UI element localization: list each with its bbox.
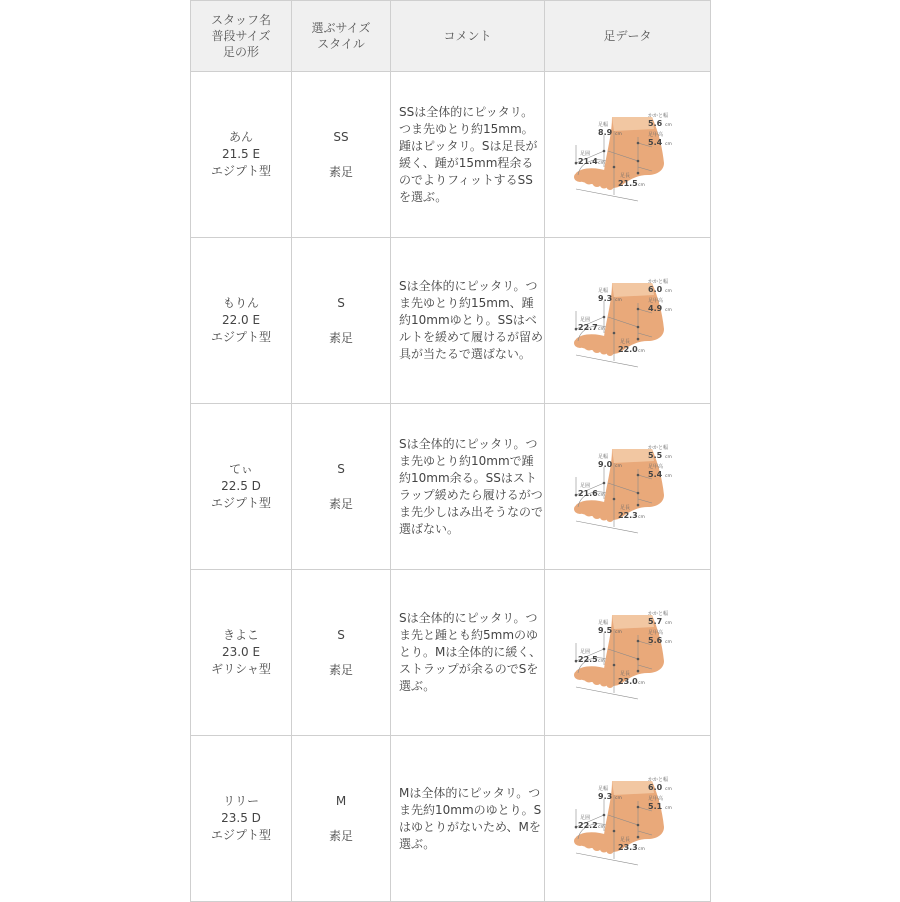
style: 素足	[328, 662, 353, 677]
header-staff-line3: 足の形	[222, 45, 259, 59]
foot-diagram	[568, 437, 688, 537]
foot-data-cell	[545, 404, 711, 570]
foot-data-cell	[545, 72, 711, 238]
foot-width-unit: cm	[614, 131, 622, 137]
comment-cell	[391, 736, 545, 902]
instep-value: 5.4	[647, 137, 662, 147]
foot-width-label: 足幅	[597, 619, 608, 626]
staff-size-table	[190, 0, 711, 902]
foot-diagram	[568, 105, 688, 205]
girth-value: 21.6	[577, 488, 598, 498]
length-value: 21.5	[617, 178, 638, 188]
foot-data-cell	[545, 736, 711, 902]
chosen-size: S	[337, 627, 345, 642]
girth-unit: cm	[597, 658, 605, 664]
foot-width-label: 足幅	[597, 453, 608, 460]
staff-name: もりん	[222, 296, 259, 310]
heel-width-label: かかと幅	[647, 776, 668, 783]
staff-foot-shape: エジプト型	[210, 496, 271, 510]
heel-width-unit: cm	[664, 288, 672, 294]
length-label: 足長	[619, 172, 630, 179]
table-row	[191, 72, 711, 238]
length-unit: cm	[637, 182, 645, 188]
size-cell	[292, 404, 391, 570]
foot-diagram	[568, 271, 688, 371]
chosen-size: M	[335, 793, 347, 808]
length-unit: cm	[637, 846, 645, 852]
staff-foot-shape: ギリシャ型	[211, 662, 271, 676]
size-cell	[292, 736, 391, 902]
heel-width-unit: cm	[664, 454, 672, 460]
heel-width-unit: cm	[664, 620, 672, 626]
foot-diagram	[568, 603, 688, 703]
staff-cell	[191, 72, 292, 238]
staff-usual-size: 21.5 E	[221, 147, 261, 161]
size-cell	[292, 72, 391, 238]
length-label: 足長	[619, 338, 630, 345]
header-size	[292, 1, 391, 72]
length-unit: cm	[637, 680, 645, 686]
staff-name: リリー	[222, 794, 259, 808]
heel-width-value: 6.0	[647, 284, 662, 294]
table-row	[191, 404, 711, 570]
girth-label: 足囲	[579, 814, 590, 821]
girth-unit: cm	[597, 492, 605, 498]
comment-cell	[391, 238, 545, 404]
girth-value: 22.7	[577, 322, 598, 332]
girth-value: 22.5	[577, 654, 598, 664]
length-label: 足長	[619, 836, 630, 843]
foot-width-value: 9.5	[597, 625, 612, 635]
instep-label: 足甲高	[647, 795, 663, 802]
comment-text: Sは全体的にピッタリ。つま先と踵とも約5mmのゆとり。Mは全体的に緩く、ストラップが余るのでSを選ぶ。	[399, 611, 542, 693]
heel-width-value: 5.7	[647, 616, 662, 626]
girth-value: 22.2	[577, 820, 598, 830]
instep-label: 足甲高	[647, 629, 663, 636]
foot-data-cell	[545, 238, 711, 404]
header-staff	[191, 1, 292, 72]
heel-width-value: 5.5	[647, 450, 662, 460]
heel-width-label: かかと幅	[647, 278, 668, 285]
girth-value: 21.4	[577, 156, 598, 166]
staff-name: てぃ	[229, 462, 253, 476]
staff-cell	[191, 238, 292, 404]
comment-cell	[391, 72, 545, 238]
heel-width-value: 5.6	[647, 118, 662, 128]
style: 素足	[328, 496, 353, 511]
size-cell	[292, 238, 391, 404]
header-foot-data: 足データ	[545, 1, 711, 72]
foot-width-value: 9.3	[597, 293, 612, 303]
chosen-size: S	[337, 461, 345, 476]
size-table-container	[190, 0, 710, 900]
table-header-row	[191, 1, 711, 72]
heel-width-label: かかと幅	[647, 112, 668, 119]
size-cell	[292, 570, 391, 736]
instep-label: 足甲高	[647, 463, 663, 470]
instep-value: 5.6	[647, 635, 662, 645]
foot-diagram	[568, 769, 688, 869]
girth-unit: cm	[597, 160, 605, 166]
style: 素足	[328, 330, 353, 345]
length-value: 23.3	[617, 842, 638, 852]
heel-width-label: かかと幅	[647, 610, 668, 617]
header-staff-line1: スタッフ名	[210, 13, 271, 27]
instep-unit: cm	[664, 307, 672, 313]
foot-data-cell	[545, 570, 711, 736]
foot-width-label: 足幅	[597, 287, 608, 294]
staff-foot-shape: エジプト型	[210, 330, 271, 344]
foot-width-unit: cm	[614, 463, 622, 469]
staff-usual-size: 22.5 D	[221, 479, 261, 493]
header-staff-line2: 普段サイズ	[211, 29, 271, 43]
comment-text: Sは全体的にピッタリ。つま先ゆとり約15mm、踵約10mmゆとり。SSはベルトを緩めて履けるが留め具が当たるで選ばない。	[399, 279, 544, 361]
instep-label: 足甲高	[647, 297, 663, 304]
comment-text: SSは全体的にピッタリ。つま先ゆとり約15mm。踵はピッタリ。Sは足長が緩く、踵が15mm程余るのでよりフィットするSSを選ぶ。	[399, 104, 538, 204]
foot-width-label: 足幅	[597, 785, 608, 792]
table-row	[191, 736, 711, 902]
instep-unit: cm	[664, 639, 672, 645]
length-value: 22.0	[617, 344, 638, 354]
header-comment: コメント	[391, 1, 545, 72]
header-size-line2: スタイル	[317, 37, 365, 51]
length-unit: cm	[637, 348, 645, 354]
table-row	[191, 238, 711, 404]
comment-text: Mは全体的にピッタリ。つま先約10mmのゆとり。Sはゆとりがないため、Mを選ぶ。	[399, 785, 542, 851]
header-size-line1: 選ぶサイズ	[311, 21, 371, 35]
style: 素足	[328, 164, 353, 179]
foot-width-value: 9.3	[597, 791, 612, 801]
heel-width-label: かかと幅	[647, 444, 668, 451]
length-value: 22.3	[617, 510, 638, 520]
staff-cell	[191, 736, 292, 902]
comment-cell	[391, 570, 545, 736]
staff-usual-size: 23.0 E	[221, 645, 261, 659]
staff-usual-size: 22.0 E	[221, 313, 261, 327]
girth-unit: cm	[597, 824, 605, 830]
length-value: 23.0	[617, 676, 638, 686]
instep-unit: cm	[664, 141, 672, 147]
foot-width-unit: cm	[614, 629, 622, 635]
table-row	[191, 570, 711, 736]
instep-value: 5.1	[647, 801, 662, 811]
heel-width-value: 6.0	[647, 782, 662, 792]
staff-usual-size: 23.5 D	[221, 811, 261, 825]
comment-text: Sは全体的にピッタリ。つま先ゆとり約10mmで踵約10mm余る。SSはストラップ緩めたら履けるがつま先少しはみ出そうなので選ばない。	[399, 436, 544, 536]
length-label: 足長	[619, 670, 630, 677]
foot-width-label: 足幅	[597, 121, 608, 128]
foot-width-value: 9.0	[597, 459, 612, 469]
heel-width-unit: cm	[664, 122, 672, 128]
girth-unit: cm	[597, 326, 605, 332]
staff-foot-shape: エジプト型	[210, 164, 271, 178]
length-label: 足長	[619, 504, 630, 511]
girth-label: 足囲	[579, 482, 590, 489]
girth-label: 足囲	[579, 648, 590, 655]
foot-width-value: 8.9	[597, 127, 612, 137]
foot-width-unit: cm	[614, 795, 622, 801]
instep-value: 4.9	[647, 303, 662, 313]
staff-cell	[191, 570, 292, 736]
length-unit: cm	[637, 514, 645, 520]
staff-cell	[191, 404, 292, 570]
girth-label: 足囲	[579, 150, 590, 157]
instep-value: 5.4	[647, 469, 662, 479]
heel-width-unit: cm	[664, 786, 672, 792]
staff-name: きよこ	[222, 628, 259, 642]
style: 素足	[328, 828, 353, 843]
chosen-size: S	[337, 295, 345, 310]
comment-cell	[391, 404, 545, 570]
staff-foot-shape: エジプト型	[210, 828, 271, 842]
staff-name: あん	[228, 130, 253, 144]
girth-label: 足囲	[579, 316, 590, 323]
chosen-size: SS	[333, 129, 349, 144]
instep-label: 足甲高	[647, 131, 663, 138]
foot-width-unit: cm	[614, 297, 622, 303]
instep-unit: cm	[664, 805, 672, 811]
instep-unit: cm	[664, 473, 672, 479]
